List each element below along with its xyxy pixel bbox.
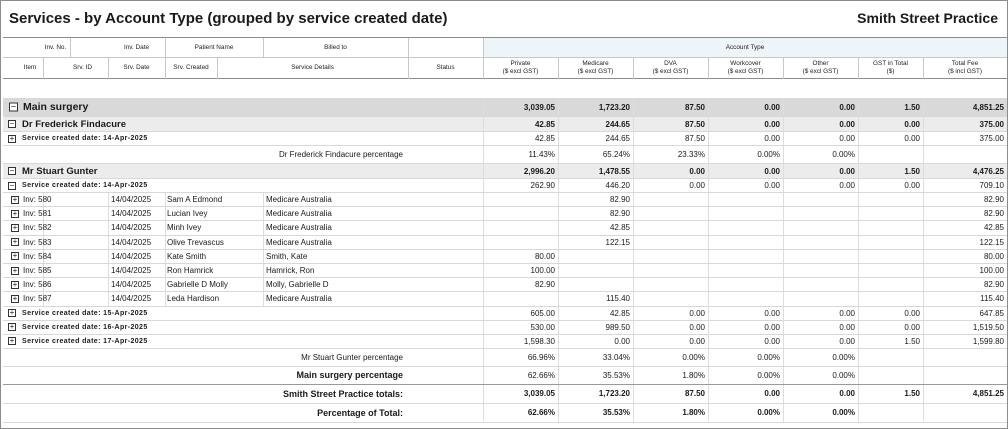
value-medicare: 33.04% (602, 352, 630, 362)
value-gst (858, 236, 923, 249)
value-total-fee: 1,599.80 (972, 336, 1004, 346)
pct-big-row (3, 367, 1007, 385)
invoice-date: 14/04/2025 (111, 223, 152, 233)
invoice-number: Inv: 583 (23, 237, 52, 247)
value-workcover: 0.00 (764, 102, 780, 112)
value-medicare: 115.40 (606, 294, 630, 304)
value-gst: 1.50 (904, 389, 920, 399)
invoice-date: 14/04/2025 (111, 195, 152, 205)
patient-name: Olive Trevascus (167, 237, 224, 247)
value-other: 0.00% (832, 150, 855, 159)
date-row (3, 179, 1007, 193)
date-label: Service created date: 17-Apr-2025 (22, 337, 148, 345)
collapse-icon[interactable]: − (10, 101, 17, 112)
value-other (783, 278, 858, 291)
value-gst: 1.50 (904, 336, 920, 346)
value-private: 3,039.05 (523, 102, 555, 112)
value-other: 0.00% (832, 408, 855, 418)
invoice-row (3, 250, 1007, 264)
invoice-date: 14/04/2025 (111, 209, 152, 219)
value-medicare: 1,723.20 (598, 102, 630, 112)
expand-icon[interactable]: + (12, 222, 18, 232)
value-total-fee: 100.00 (979, 266, 1004, 276)
value-dva: 1.80% (682, 408, 705, 418)
header-status: Status (436, 64, 455, 71)
value-gst (858, 264, 923, 277)
invoice-row (3, 207, 1007, 221)
value-workcover (708, 278, 783, 291)
value-gst (858, 146, 923, 163)
value-workcover (708, 236, 783, 249)
value-dva: 23.33% (677, 150, 705, 159)
value-other: 0.00 (839, 389, 855, 399)
billed-to: Medicare Australia (266, 223, 332, 233)
value-total-fee: 1,519.50 (972, 322, 1004, 332)
collapse-icon[interactable]: − (9, 166, 15, 175)
date-label: Service created date: 14-Apr-2025 (22, 182, 148, 189)
report-title: Services - by Account Type (grouped by service created date) (9, 10, 448, 27)
value-other (783, 221, 858, 234)
value-other (783, 292, 858, 305)
expand-icon[interactable]: + (12, 251, 18, 261)
value-dva: 87.50 (684, 102, 705, 112)
invoice-number: Inv: 580 (23, 195, 52, 205)
patient-name: Kate Smith (167, 251, 207, 261)
value-gst (858, 250, 923, 263)
value-gst: 0.00 (904, 134, 920, 143)
value-private (483, 193, 558, 206)
value-workcover: 0.00 (764, 134, 780, 143)
value-private: 100.00 (530, 266, 555, 276)
value-other: 0.00 (839, 322, 855, 332)
date-row (3, 335, 1007, 349)
invoice-date: 14/04/2025 (111, 237, 152, 247)
value-total-fee: 647.85 (979, 308, 1004, 318)
value-dva: 0.00 (689, 181, 705, 190)
header-srv-created: Srv. Created (173, 64, 209, 71)
value-total-fee: 4,851.25 (972, 102, 1004, 112)
header-total-fee: Total Fee ($ incl GST) (947, 60, 983, 75)
value-medicare: 1,478.55 (598, 166, 630, 176)
expand-icon[interactable]: + (12, 279, 18, 289)
value-workcover: 0.00% (757, 408, 780, 418)
value-dva (633, 264, 708, 277)
value-total-fee (923, 367, 1007, 384)
header-workcover: Workcover ($ excl GST) (727, 60, 764, 75)
collapse-icon[interactable]: − (9, 119, 15, 128)
value-total-fee (923, 404, 1007, 422)
expand-icon[interactable]: + (12, 194, 18, 204)
value-medicare: 65.24% (602, 150, 630, 159)
pct-big-label: Main surgery percentage (296, 370, 403, 381)
expand-icon[interactable]: + (9, 336, 15, 346)
total-label: Percentage of Total: (317, 407, 403, 418)
patient-name: Ron Hamrick (167, 266, 214, 276)
value-gst (858, 278, 923, 291)
value-other: 0.00 (839, 308, 855, 318)
value-private (483, 221, 558, 234)
value-dva (633, 221, 708, 234)
invoice-row (3, 264, 1007, 278)
value-other: 0.00 (839, 102, 855, 112)
invoice-number: Inv: 586 (23, 280, 52, 290)
expand-icon[interactable]: + (9, 308, 15, 318)
value-medicare: 122.15 (605, 237, 630, 247)
value-gst: 0.00 (904, 308, 920, 318)
value-total-fee: 80.00 (983, 251, 1004, 261)
value-workcover (708, 250, 783, 263)
value-workcover: 0.00% (757, 352, 780, 362)
value-workcover: 0.00 (764, 308, 780, 318)
value-dva (633, 236, 708, 249)
header-dva: DVA ($ excl GST) (652, 60, 689, 75)
value-total-fee: 375.00 (979, 134, 1004, 143)
value-total-fee (923, 146, 1007, 163)
invoice-date: 14/04/2025 (111, 294, 152, 304)
value-other (783, 250, 858, 263)
value-total-fee: 375.00 (979, 119, 1004, 129)
invoice-row (3, 236, 1007, 250)
header-patient-name: Patient Name (194, 44, 234, 51)
total-row (3, 385, 1007, 404)
location-label: Main surgery (23, 101, 89, 113)
invoice-date: 14/04/2025 (111, 266, 152, 276)
billed-to: Hamrick, Ron (266, 266, 315, 276)
invoice-number: Inv: 582 (23, 223, 52, 233)
value-workcover (708, 292, 783, 305)
provider-label: Dr Frederick Findacure (22, 118, 127, 130)
value-dva (633, 278, 708, 291)
header-billed-to: Billed to (324, 44, 347, 51)
value-workcover: 0.00% (757, 370, 780, 380)
patient-name: Minh Ivey (167, 223, 202, 233)
value-workcover: 0.00 (764, 336, 780, 346)
value-medicare (558, 250, 633, 263)
expand-icon[interactable]: + (12, 208, 18, 218)
provider-label: Mr Stuart Gunter (22, 165, 98, 177)
value-medicare: 35.53% (602, 370, 630, 380)
value-medicare (558, 264, 633, 277)
value-medicare: 82.90 (609, 195, 630, 205)
value-dva (633, 193, 708, 206)
value-other: 0.00% (832, 352, 855, 362)
expand-icon[interactable]: + (12, 265, 18, 275)
invoice-number: Inv: 581 (23, 209, 52, 219)
value-medicare: 42.85 (609, 308, 630, 318)
value-dva (633, 292, 708, 305)
value-total-fee: 122.15 (979, 237, 1004, 247)
value-private: 82.90 (534, 280, 555, 290)
value-private: 66.96% (527, 352, 555, 362)
invoice-row (3, 278, 1007, 292)
pct-label: Mr Stuart Gunter percentage (301, 352, 403, 362)
value-gst: 0.00 (904, 322, 920, 332)
value-other: 0.00% (832, 370, 855, 380)
invoice-date: 14/04/2025 (111, 280, 152, 290)
value-dva: 0.00 (689, 308, 705, 318)
patient-name: Leda Hardison (167, 294, 220, 304)
value-medicare: 82.90 (609, 209, 630, 219)
collapse-icon[interactable]: − (9, 180, 15, 190)
value-workcover (708, 221, 783, 234)
column-header (3, 37, 1007, 79)
value-medicare: 244.65 (605, 134, 630, 143)
value-total-fee (923, 349, 1007, 366)
billed-to: Medicare Australia (266, 237, 332, 247)
value-medicare: 446.20 (605, 181, 630, 190)
practice-name: Smith Street Practice (857, 10, 998, 26)
value-dva: 0.00 (689, 166, 705, 176)
date-row (3, 307, 1007, 321)
value-gst: 1.50 (904, 166, 920, 176)
pct-row (3, 146, 1007, 164)
value-medicare: 989.50 (605, 322, 630, 332)
pct-label: Dr Frederick Findacure percentage (278, 150, 403, 159)
value-gst (858, 404, 923, 422)
value-private: 42.85 (534, 134, 555, 143)
value-workcover: 0.00 (764, 166, 780, 176)
billed-to: Smith, Kate (266, 251, 308, 261)
value-workcover: 0.00% (757, 150, 780, 159)
value-private: 62.66% (527, 370, 555, 380)
value-gst: 0.00 (904, 119, 920, 129)
value-other: 0.00 (839, 134, 855, 143)
value-other: 0.00 (839, 336, 855, 346)
value-dva: 0.00 (689, 336, 705, 346)
header-srv-id: Srv. ID (72, 64, 93, 71)
header-gst-total: GST in Total ($) (873, 60, 908, 75)
value-total-fee: 42.85 (983, 223, 1004, 233)
header-item: Item (23, 64, 37, 71)
value-other (783, 193, 858, 206)
value-workcover (708, 193, 783, 206)
value-workcover: 0.00 (764, 181, 780, 190)
value-gst (858, 221, 923, 234)
header-account-type: Account Type (725, 44, 765, 51)
value-gst (858, 349, 923, 366)
value-other (783, 264, 858, 277)
value-medicare: 244.65 (605, 119, 630, 129)
value-medicare: 1,723.20 (598, 389, 630, 399)
invoice-number: Inv: 587 (23, 294, 52, 304)
date-label: Service created date: 14-Apr-2025 (22, 135, 148, 142)
date-row (3, 132, 1007, 146)
value-total-fee: 4,476.25 (972, 166, 1004, 176)
expand-icon[interactable]: + (9, 133, 15, 143)
value-private: 80.00 (534, 251, 555, 261)
billed-to: Medicare Australia (266, 195, 332, 205)
total-label: Smith Street Practice totals: (282, 388, 403, 399)
value-dva (633, 250, 708, 263)
date-label: Service created date: 15-Apr-2025 (22, 309, 148, 317)
patient-name: Gabrielle D Molly (167, 280, 228, 290)
header-medicare: Medicare ($ excl GST) (577, 60, 614, 75)
value-workcover: 0.00 (764, 119, 780, 129)
value-dva (633, 207, 708, 220)
header-inv-date: Inv. Date (123, 44, 150, 51)
value-private: 1,598.30 (523, 336, 555, 346)
value-medicare (558, 278, 633, 291)
provider-row (3, 164, 1007, 179)
value-private: 42.85 (534, 119, 555, 129)
value-total-fee: 4,851.25 (972, 389, 1004, 399)
value-gst (858, 207, 923, 220)
value-gst (858, 367, 923, 384)
invoice-number: Inv: 585 (23, 266, 52, 276)
value-dva: 87.50 (684, 134, 705, 143)
date-row (3, 321, 1007, 335)
value-private: 530.00 (530, 322, 555, 332)
total-row (3, 404, 1007, 423)
value-private (483, 236, 558, 249)
value-dva: 0.00 (689, 322, 705, 332)
value-medicare: 42.85 (609, 223, 630, 233)
value-gst: 1.50 (904, 102, 920, 112)
value-total-fee: 82.90 (983, 209, 1004, 219)
value-workcover: 0.00 (764, 389, 780, 399)
expand-icon[interactable]: + (9, 322, 15, 332)
value-private: 262.90 (530, 181, 555, 190)
patient-name: Lucian Ivey (167, 209, 208, 219)
header-service-details: Service Details (291, 64, 334, 71)
value-medicare: 0.00 (614, 336, 630, 346)
value-total-fee: 115.40 (980, 294, 1004, 304)
value-other: 0.00 (839, 181, 855, 190)
value-medicare: 35.53% (602, 408, 630, 418)
value-workcover (708, 207, 783, 220)
invoice-date: 14/04/2025 (111, 251, 152, 261)
value-private: 62.66% (527, 408, 555, 418)
billed-to: Molly, Gabrielle D (266, 280, 329, 290)
value-total-fee: 709.10 (979, 181, 1004, 190)
value-private (483, 207, 558, 220)
date-label: Service created date: 16-Apr-2025 (22, 323, 148, 331)
value-other: 0.00 (839, 119, 855, 129)
location-row (3, 98, 1007, 117)
value-total-fee: 82.90 (983, 280, 1004, 290)
provider-row (3, 117, 1007, 132)
value-dva: 1.80% (682, 370, 705, 380)
value-other: 0.00 (839, 166, 855, 176)
expand-icon[interactable]: + (12, 293, 18, 303)
header-inv-no: Inv. No. (44, 44, 67, 51)
invoice-row (3, 193, 1007, 207)
billed-to: Medicare Australia (266, 209, 332, 219)
value-private: 3,039.05 (523, 389, 555, 399)
value-gst: 0.00 (904, 181, 920, 190)
patient-name: Sam A Edmond (167, 195, 223, 205)
value-dva: 0.00% (682, 352, 705, 362)
value-workcover: 0.00 (764, 322, 780, 332)
expand-icon[interactable]: + (12, 237, 18, 247)
value-dva: 87.50 (684, 119, 705, 129)
value-private: 605.00 (530, 308, 555, 318)
invoice-number: Inv: 584 (23, 251, 52, 261)
value-private (483, 292, 558, 305)
header-other: Other ($ excl GST) (802, 60, 839, 75)
value-other (783, 236, 858, 249)
value-gst (858, 292, 923, 305)
pct-row (3, 349, 1007, 367)
billed-to: Medicare Australia (266, 294, 332, 304)
value-private: 2,996.20 (523, 166, 555, 176)
value-gst (858, 193, 923, 206)
header-srv-date: Srv. Date (123, 64, 150, 71)
invoice-row (3, 292, 1007, 306)
value-private: 11.43% (528, 150, 555, 159)
value-workcover (708, 264, 783, 277)
value-total-fee: 82.90 (983, 195, 1004, 205)
value-other (783, 207, 858, 220)
header-private: Private ($ excl GST) (502, 60, 539, 75)
value-dva: 87.50 (684, 389, 705, 399)
invoice-row (3, 221, 1007, 235)
